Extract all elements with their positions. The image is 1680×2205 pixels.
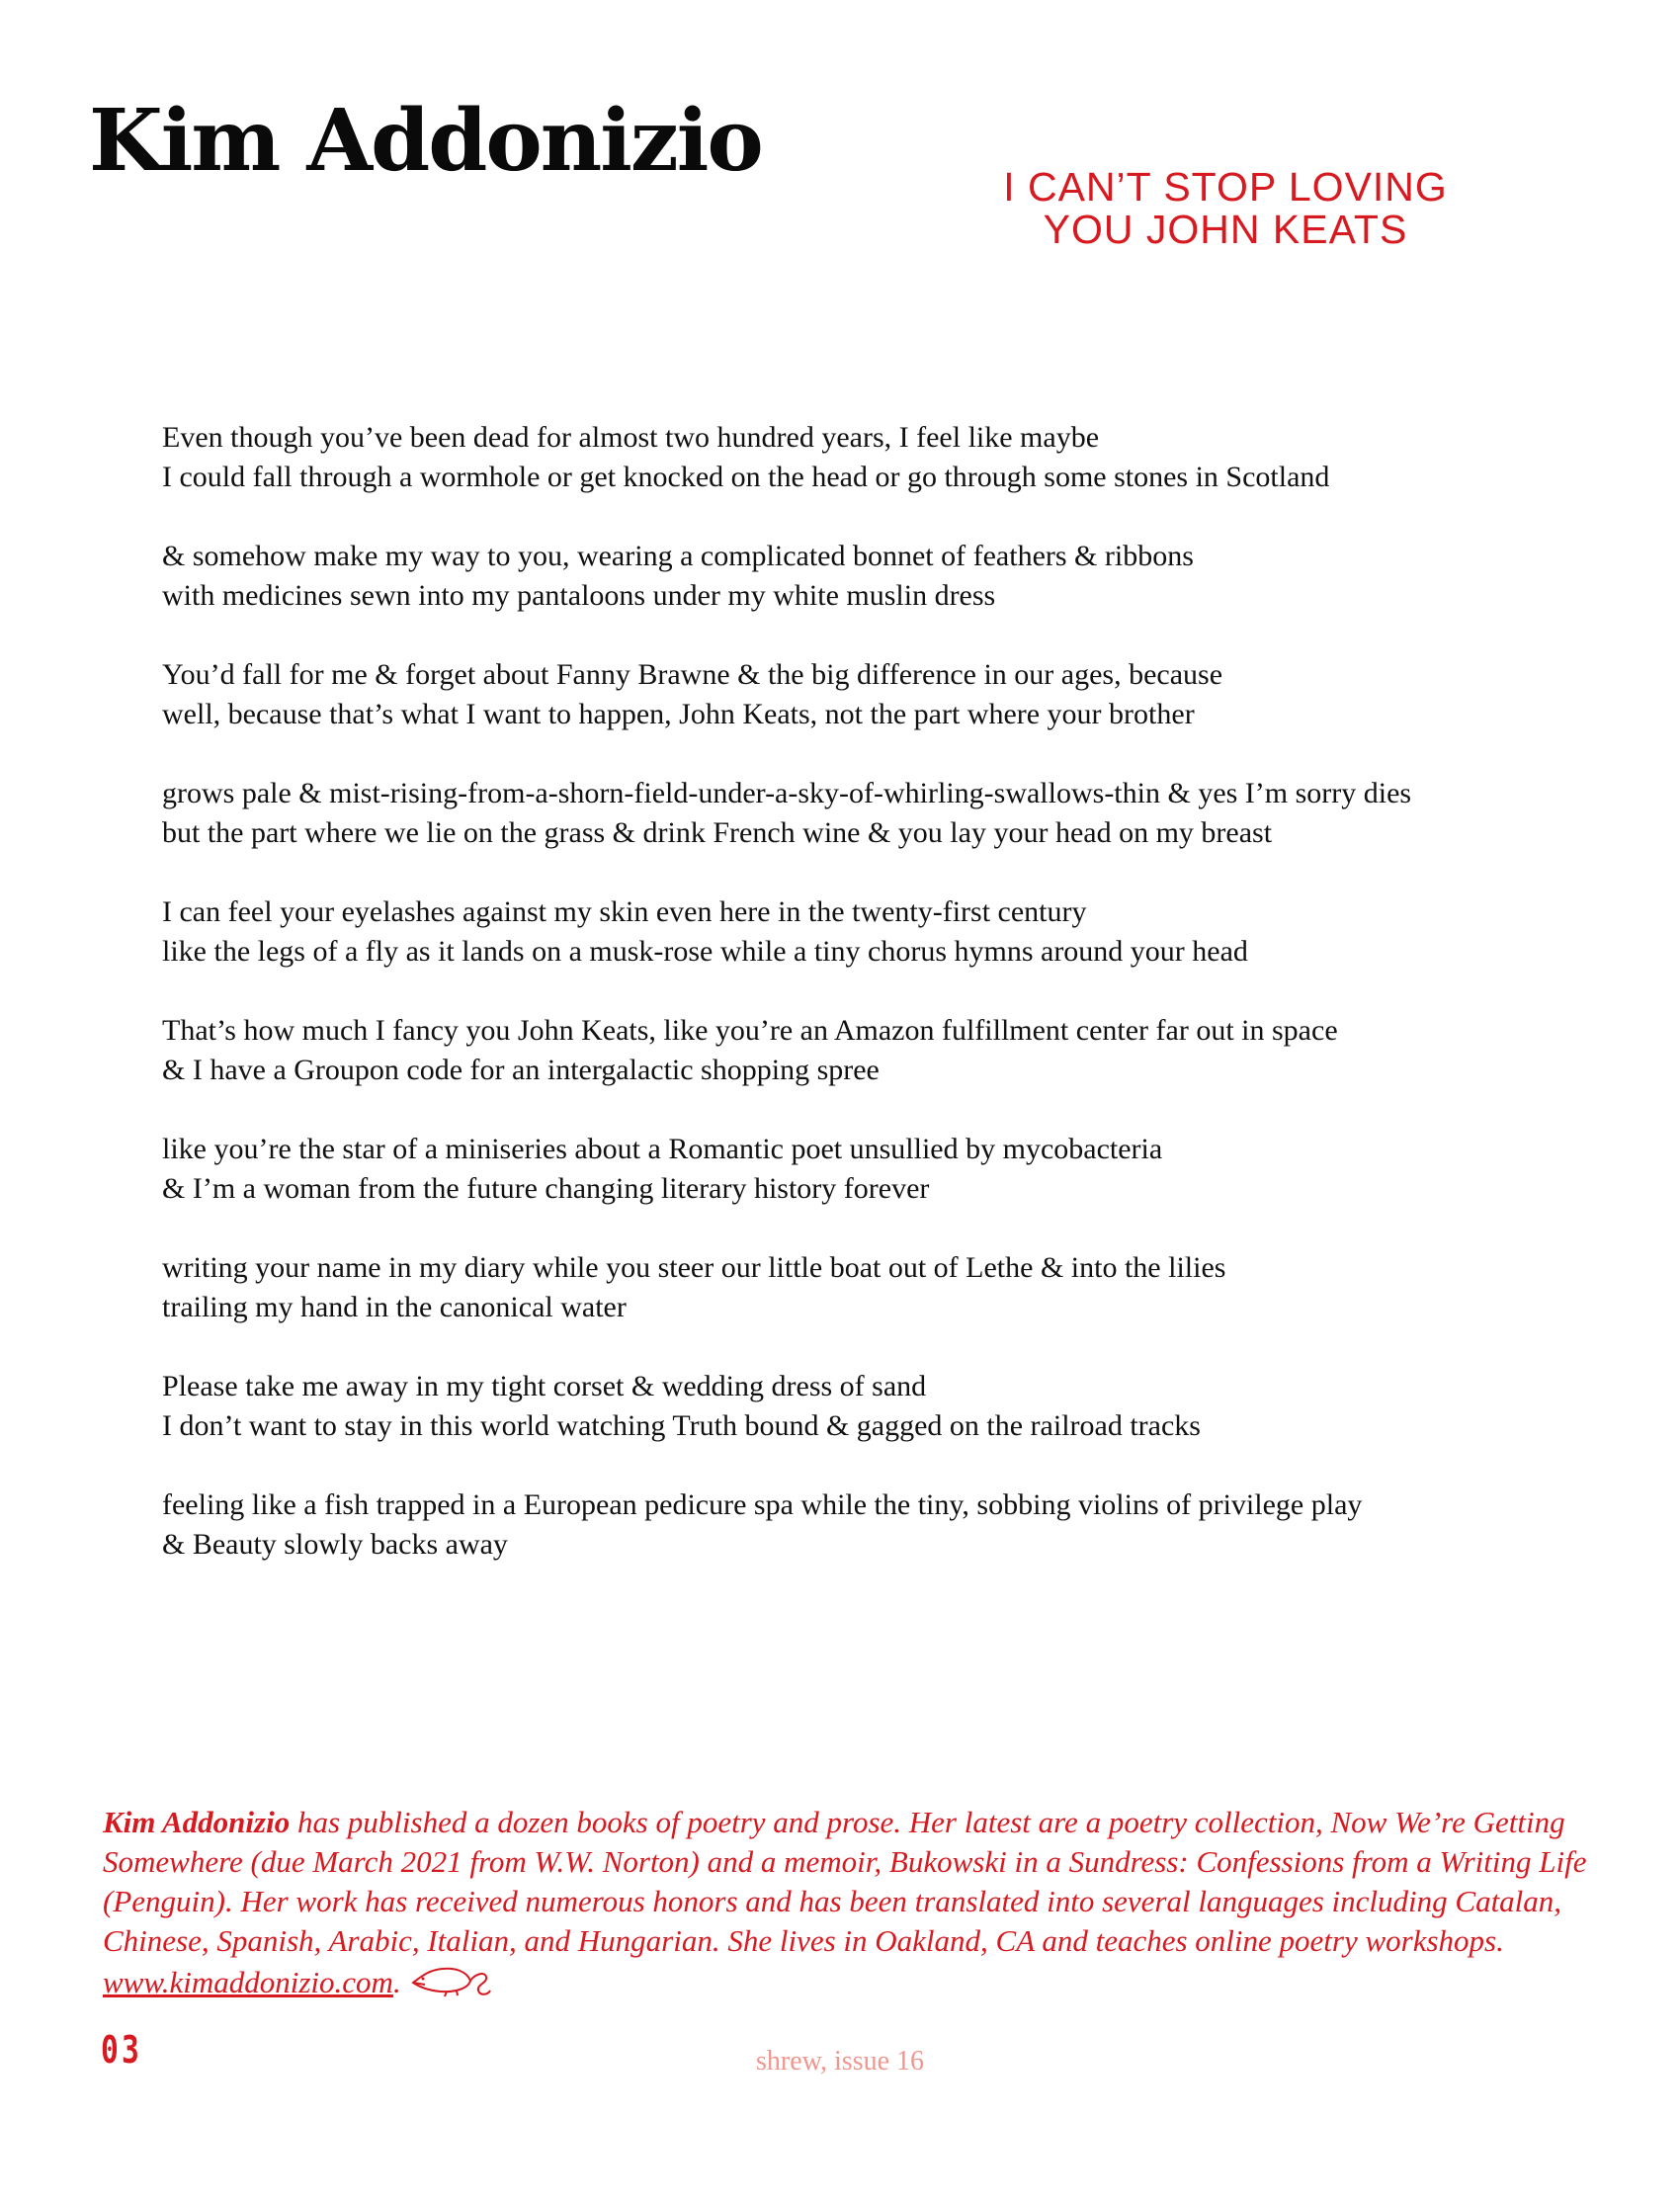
bio-text: has published a dozen books of poetry and prose. Her latest are a poetry collection, Now We’re Getting Somewhere (due March 2021 from W.W. Norton) and a memoir, Bukowski in a Sundress: Confessions from a Writing Life (Penguin). Her work has received numerous honors and has been translated into several languages including Catalan, Chinese, Spanish, Arabic, Italian, and Hungarian. She lives in Oakland, CA and teaches online poetry workshops.	[103, 1805, 1587, 1958]
shrew-icon	[409, 1961, 492, 2000]
poem-title-line: I CAN’T STOP LOVING	[1003, 164, 1448, 210]
poem-title-line: YOU JOHN KEATS	[1043, 207, 1408, 252]
poem-line: writing your name in my diary while you steer our little boat out of Lethe & into the lilies	[162, 1251, 1226, 1284]
publication-footer: shrew, issue 16	[755, 2046, 925, 2077]
stanza	[162, 418, 1595, 497]
page-number: 03	[101, 2028, 142, 2072]
bio-period: .	[392, 1965, 401, 1999]
poem-line: You’d fall for me & forget about Fanny Brawne & the big difference in our ages, because	[162, 658, 1223, 691]
poem-body	[162, 418, 1595, 1604]
stanza	[162, 1130, 1595, 1209]
poem-line: & I have a Groupon code for an intergalactic shopping spree	[162, 1054, 880, 1086]
poem-line: I can feel your eyelashes against my skin even here in the twenty-first century	[162, 895, 1087, 928]
stanza	[162, 655, 1595, 734]
poem-line: like the legs of a fly as it lands on a musk-rose while a tiny chorus hymns around your head	[162, 935, 1248, 968]
stanza	[162, 1248, 1595, 1327]
bio-author-name: Kim Addonizio	[103, 1805, 291, 1839]
author-name: Kim Addonizio	[89, 91, 762, 191]
poem-line: I could fall through a wormhole or get knocked on the head or go through some stones in Scotland	[162, 461, 1330, 493]
poem-line: I don’t want to stay in this world watching Truth bound & gagged on the railroad tracks	[162, 1409, 1201, 1442]
stanza	[162, 892, 1595, 972]
poem-line: with medicines sewn into my pantaloons under my white muslin dress	[162, 579, 996, 612]
poem-line: trailing my hand in the canonical water	[162, 1291, 627, 1323]
stanza	[162, 537, 1595, 616]
poem-line: That’s how much I fancy you John Keats, like you’re an Amazon fulfillment center far out in space	[162, 1014, 1338, 1047]
stanza	[162, 1367, 1595, 1446]
author-bio	[103, 1803, 1605, 2002]
stanza	[162, 1011, 1595, 1090]
poem-line: & I’m a woman from the future changing literary history forever	[162, 1172, 930, 1205]
poem-title	[949, 166, 1502, 251]
poem-line: like you’re the star of a miniseries about a Romantic poet unsullied by mycobacteria	[162, 1133, 1163, 1165]
poem-line: Even though you’ve been dead for almost two hundred years, I feel like maybe	[162, 421, 1100, 454]
poem-line: well, because that’s what I want to happen, John Keats, not the part where your brother	[162, 698, 1195, 730]
poem-line: but the part where we lie on the grass & drink French wine & you lay your head on my breast	[162, 816, 1273, 849]
poem-line: Please take me away in my tight corset & wedding dress of sand	[162, 1370, 927, 1402]
poem-line: & Beauty slowly backs away	[162, 1528, 508, 1561]
poem-line: feeling like a fish trapped in a European pedicure spa while the tiny, sobbing violins of privilege play	[162, 1488, 1363, 1521]
author-website-link[interactable]: www.kimaddonizio.com	[103, 1965, 393, 1999]
poem-line: & somehow make my way to you, wearing a complicated bonnet of feathers & ribbons	[162, 540, 1194, 572]
poem-line: grows pale & mist-rising-from-a-shorn-field-under-a-sky-of-whirling-swallows-thin & yes I’m sorry dies	[162, 777, 1412, 809]
stanza	[162, 1485, 1595, 1565]
stanza	[162, 774, 1595, 853]
